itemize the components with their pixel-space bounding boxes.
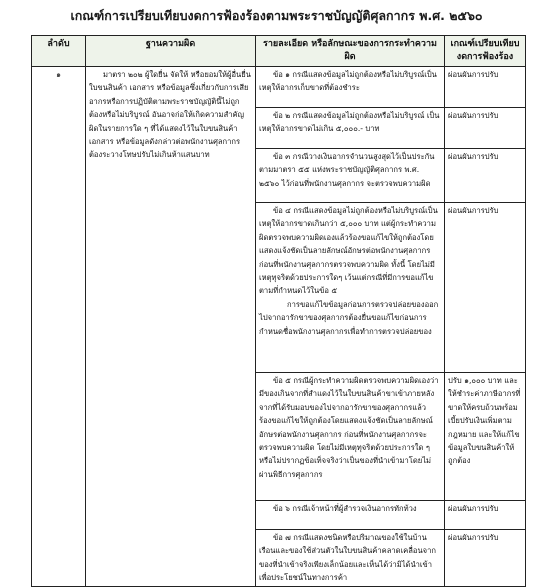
case-5-detail xyxy=(256,373,445,501)
case-4-criteria: ผ่อนผันการปรับ xyxy=(445,203,526,373)
case-4-detail-text: ข้อ ๔ กรณีแสดงข้อมูลไม่ถูกต้องหรือไม่บริบูรณ์เป็นเหตุให้อากรขาดเกินกว่า ๕,๐๐๐ บาท แต่ผู้กระทำความผิดตรวจพบความผิดเองแล้วร้องขอแก้ไขให้ถูกต้องโดยแสดงแจ้งชัดเป็นลายลักษณ์อักษรต่อพนักงานศุลกากรก่อนที่พนักงานศุลกากรตรวจพบความผิด ทั้งนี้ โดยไม่มีเหตุทุจริตด้วยประการใดๆ เว้นแต่กรณีที่มีการขอแก้ไขตามที่กำหนดไว้ในข้อ ๕ xyxy=(259,206,438,296)
case-7-detail xyxy=(256,530,445,587)
case-3-criteria: ผ่อนผันการปรับ xyxy=(445,149,526,203)
table-header-row xyxy=(32,36,526,67)
criteria-table xyxy=(31,35,526,587)
table-row xyxy=(32,67,526,108)
case-7-criteria: ผ่อนผันการปรับ xyxy=(445,530,526,587)
case-6-criteria: ผ่อนผันการปรับ xyxy=(445,501,526,530)
offense-text: มาตรา ๒๐๒ ผู้ใดยื่น จัดให้ หรือยอมให้ผู้อื่นยื่นใบขนสินค้า เอกสาร หรือข้อมูลซึ่งเกี่ยวกับการเสียอากรหรือการปฏิบัติตามพระราชบัญญัตินี้ไม่ถูกต้องหรือไม่บริบูรณ์ อันอาจก่อให้เกิดความสำคัญผิดในรายการใด ๆ ที่ได้แสดงไว้ในใบขนสินค้า เอกสาร หรือข้อมูลดังกล่าวต่อพนักงานศุลกากร ต้องระวางโทษปรับไม่เกินห้าแสนบาท xyxy=(89,70,251,160)
case-6-detail xyxy=(256,501,445,530)
row-offense xyxy=(86,67,256,587)
case-5-detail-text: ข้อ ๕ กรณีผู้กระทำความผิดตรวจพบความผิดเองว่ามีของเกินจากที่สำแดงไว้ในใบขนสินค้าขาเข้าภายหลังจากที่ได้รับมอบของไปจากอารักขาของศุลกากรแล้วร้องขอแก้ไขให้ถูกต้องโดยแสดงแจ้งชัดเป็นลายลักษณ์อักษรต่อพนักงานศุลกากร ก่อนที่พนักงานศุลกากรจะตรวจพบความผิด โดยไม่มีเหตุทุจริตด้วยประการใด ๆ หรือไม่ปรากฏข้อเท็จจริงว่าเป็นของที่นำเข้ามาโดยไม่ผ่านพิธีการศุลกากร xyxy=(259,376,439,479)
case-1-detail xyxy=(256,67,445,108)
case-2-detail-text: ข้อ ๒ กรณีแสดงข้อมูลไม่ถูกต้องหรือไม่บริบูรณ์ เป็นเหตุให้อากรขาดไม่เกิน ๕,๐๐๐.- บาท xyxy=(259,111,440,134)
case-3-detail-text: ข้อ ๓ กรณีวางเงินอากรจำนวนสูงสุดไว้เป็นประกันตามมาตรา ๕๕ แห่งพระราชบัญญัติศุลกากร พ.ศ. ๒๕๖๐ ไว้ก่อนที่พนักงานศุลกากร จะตรวจพบความผิด xyxy=(259,152,435,188)
header-detail: รายละเอียด หรือลักษณะของการกระทำความผิด xyxy=(256,36,445,67)
case-6-detail-text: ข้อ ๖ กรณีเจ้าหน้าที่ผู้สำรวจเงินอากรทักท้วง xyxy=(273,504,417,513)
page-title: เกณฑ์การเปรียบเทียบงดการฟ้องร้องตามพระราชบัญญัติศุลกากร พ.ศ. ๒๕๖๐ xyxy=(70,8,483,23)
case-2-detail xyxy=(256,108,445,149)
header-order: ลำดับ xyxy=(32,36,86,67)
case-1-criteria: ผ่อนผันการปรับ xyxy=(445,67,526,108)
case-3-detail xyxy=(256,149,445,203)
case-4-detail xyxy=(256,203,445,373)
row-order: ๑ xyxy=(32,67,86,587)
case-7-detail-text: ข้อ ๗ กรณีแสดงชนิดหรือปริมาณของใช้ในบ้านเรือนและของใช้ส่วนตัวในใบขนสินค้าคลาดเคลื่อนจากของที่นำเข้าจริงเพียงเล็กน้อยและเห็นได้ว่ามิได้นำเข้าเพื่อประโยชน์ในทางการค้า xyxy=(259,533,436,583)
case-5-criteria: ปรับ ๑,๐๐๐ บาท และให้ชำระค่าภาษีอากรที่ขาดให้ครบถ้วนพร้อมเบี้ยปรับเงินเพิ่มตามกฎหมาย และให้แก้ไขข้อมูลใบขนสินค้าให้ถูกต้อง xyxy=(445,373,526,501)
case-1-detail-text: ข้อ ๑ กรณีแสดงข้อมูลไม่ถูกต้องหรือไม่บริบูรณ์เป็นเหตุให้อากรเก็บขาดที่ต้องชำระ xyxy=(259,70,437,93)
header-offense: ฐานความผิด xyxy=(86,36,256,67)
case-2-criteria: ผ่อนผันการปรับ xyxy=(445,108,526,149)
header-criteria: เกณฑ์เปรียบเทียบงดการฟ้องร้อง xyxy=(445,36,526,67)
case-4-detail-note: การขอแก้ไขข้อมูลก่อนการตรวจปล่อยของออกไปจากอารักขาของศุลกากรต้องยื่นขอแก้ไขก่อนการกำหนดชื่อพนักงานศุลกากรเพื่อทำการตรวจปล่อยของ xyxy=(259,299,439,336)
